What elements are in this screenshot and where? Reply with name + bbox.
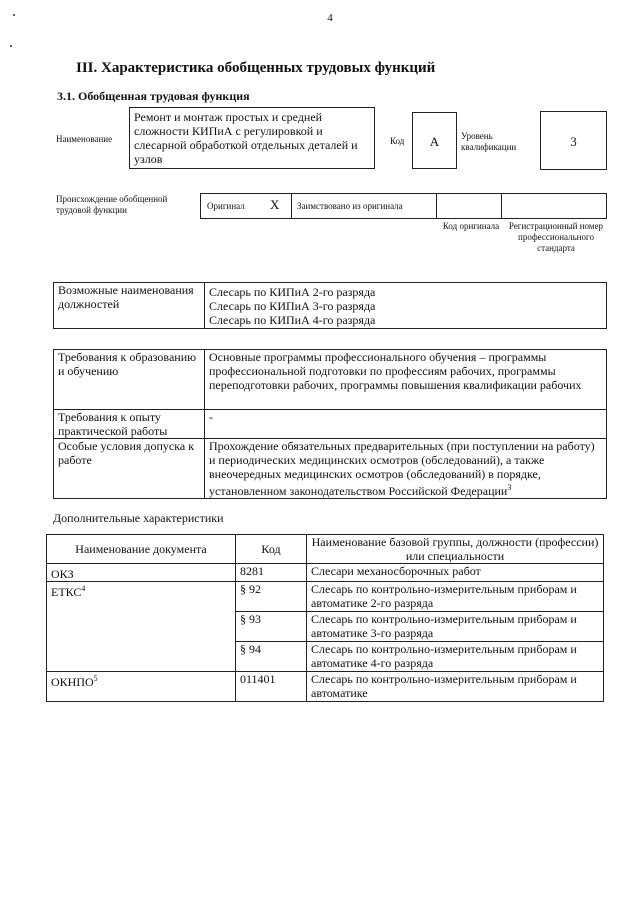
- table-row: [47, 564, 604, 582]
- conditions-value: [205, 439, 607, 499]
- doc-occupation: Слесарь по контрольно-измерительным приборам и автоматике 3-го разряда: [307, 612, 604, 642]
- doc-name: ОКЗ: [51, 567, 74, 581]
- positions-list: [205, 283, 607, 329]
- position-item: Слесарь по КИПиА 2-го разряда: [209, 285, 376, 299]
- origin-divider-1: [291, 193, 292, 219]
- table-row: [47, 672, 604, 702]
- education-value: Основные программы профессионального обучения – программы профессиональной подготовки по профессиям рабочих, программы переподготовки рабочих, программы повышения квалификации рабочих: [205, 350, 607, 410]
- doc-occupation: Слесарь по контрольно-измерительным приборам и автоматике 4-го разряда: [307, 642, 604, 672]
- doc-code: § 94: [236, 642, 307, 672]
- position-item: Слесарь по КИПиА 3-го разряда: [209, 299, 376, 313]
- conditions-footnote: 3: [507, 483, 512, 492]
- function-code-value: А: [412, 112, 457, 169]
- positions-table: [53, 282, 607, 329]
- doc-code: 8281: [236, 564, 307, 582]
- table-row: [47, 582, 604, 612]
- origin-divider-3: [501, 193, 502, 219]
- positions-label: Возможные наименования должностей: [54, 283, 205, 329]
- education-label: Требования к образованию и обучению: [54, 350, 205, 410]
- conditions-text: Прохождение обязательных предварительных (при поступлении на работу) и периодических медицинских осмотров (обследований), а также внеочередных медицинских осмотров (обследований) в порядке, установленном законодательством Российской Федерации: [209, 439, 595, 498]
- requirements-table: [53, 349, 607, 499]
- additional-table: [46, 534, 604, 702]
- qualification-level-value: 3: [540, 111, 607, 170]
- additional-title: Дополнительные характеристики: [53, 511, 224, 525]
- borrowed-label: Заимствовано из оригинала: [297, 201, 403, 211]
- function-name-value: Ремонт и монтаж простых и средней сложности КИПиА с регулировкой и слесарной обработкой отдельных деталей и узлов: [129, 107, 375, 169]
- experience-label: Требования к опыту практической работы: [54, 410, 205, 439]
- origin-box: [200, 193, 607, 219]
- registration-number-caption: Регистрационный номер профессионального стандарта: [508, 221, 604, 253]
- doc-code: § 92: [236, 582, 307, 612]
- page-number: 4: [327, 12, 333, 24]
- original-mark: Х: [270, 197, 280, 212]
- header-name: Наименование базовой группы, должности (профессии) или специальности: [307, 535, 604, 564]
- doc-footnote: 5: [93, 674, 98, 683]
- section-title: III. Характеристика обобщенных трудовых функций: [76, 60, 436, 76]
- function-name-label: Наименование: [56, 134, 113, 144]
- doc-name: ОКНПО: [51, 675, 94, 689]
- doc-code: § 93: [236, 612, 307, 642]
- header-code: Код: [236, 535, 307, 564]
- function-code-label: Код: [390, 136, 405, 146]
- doc-name: ЕТКС: [51, 585, 82, 599]
- doc-code: 011401: [236, 672, 307, 702]
- position-item: Слесарь по КИПиА 4-го разряда: [209, 313, 376, 327]
- origin-label: Происхождение обобщенной трудовой функции: [56, 194, 168, 215]
- doc-occupation: Слесарь по контрольно-измерительным приборам и автоматике 2-го разряда: [307, 582, 604, 612]
- doc-footnote: 4: [81, 584, 86, 593]
- qualification-level-label: Уровень квалификации: [461, 131, 517, 152]
- header-document: Наименование документа: [47, 535, 236, 564]
- original-code-caption: Код оригинала: [442, 221, 500, 231]
- doc-occupation: Слесари механосборочных работ: [307, 564, 604, 582]
- doc-occupation: Слесарь по контрольно-измерительным приборам и автоматике: [307, 672, 604, 702]
- experience-value: -: [205, 410, 607, 439]
- subsection-title: 3.1. Обобщенная трудовая функция: [57, 89, 250, 103]
- original-label: Оригинал: [207, 201, 245, 211]
- conditions-label: Особые условия допуска к работе: [54, 439, 205, 499]
- origin-divider-2: [436, 193, 437, 219]
